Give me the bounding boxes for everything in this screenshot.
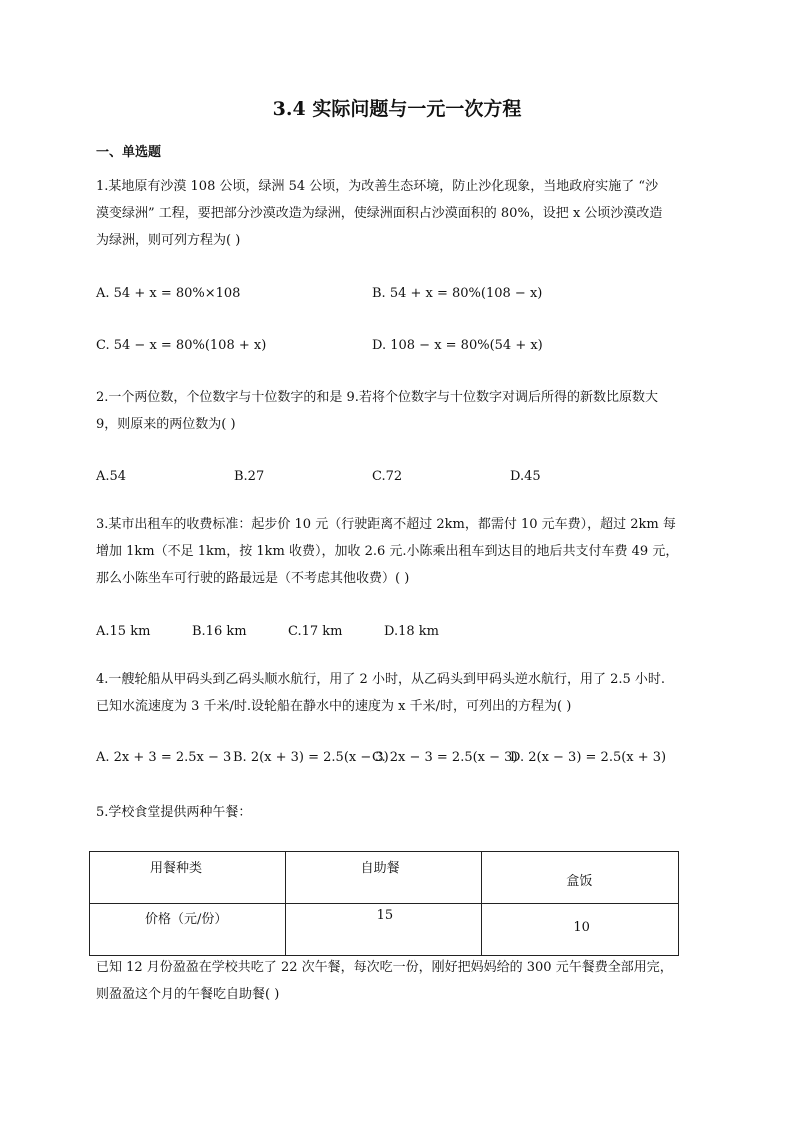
table-cell: [482, 852, 679, 904]
q1-option-c: C. 54 − x = 80%(108 + x): [96, 338, 267, 353]
table-price-boxed-meal: 10: [573, 920, 590, 935]
q2-option-a: A.54: [96, 469, 127, 484]
section-heading: 一、单选题: [96, 145, 162, 160]
q4-option-b: B. 2(x + 3) = 2.5(x − 3): [233, 750, 389, 765]
table-cell: [482, 904, 679, 956]
q5-line-3: 则盈盈这个月的午餐吃自助餐( ): [96, 987, 280, 1002]
q3-option-b: B.16 km: [192, 624, 247, 639]
q1-line-3: 为绿洲，则可列方程为( ): [96, 233, 241, 248]
q2-option-b: B.27: [234, 469, 265, 484]
q3-option-a: A.15 km: [96, 624, 151, 639]
table-cell: [90, 904, 286, 956]
table-price-label: 价格（元/份）: [145, 912, 228, 927]
table-cell: [285, 852, 482, 904]
meal-price-table: [89, 851, 679, 956]
q4-option-a: A. 2x + 3 = 2.5x − 3: [96, 750, 232, 765]
table-header-type: 用餐种类: [150, 861, 203, 876]
q1-line-1: 1.某地原有沙漠 108 公顷，绿洲 54 公顷，为改善生态环境，防止沙化现象，当地政府实施了 “沙: [96, 179, 659, 194]
table-row: [90, 904, 679, 956]
table-price-buffet: 15: [376, 908, 394, 923]
q3-line-2: 增加 1km（不足 1km，按 1km 收费），加收 2.6 元.小陈乘出租车到达目的地后共支付车费 49 元，: [96, 544, 679, 559]
table-row: [90, 852, 679, 904]
table-cell: [90, 852, 286, 904]
q1-option-d: D. 108 − x = 80%(54 + x): [372, 338, 543, 353]
table-header-buffet: 自助餐: [360, 861, 400, 876]
page-title: 3.4 实际问题与一元一次方程: [272, 98, 522, 120]
q1-line-2: 漠变绿洲” 工程，要把部分沙漠改造为绿洲，使绿洲面积占沙漠面积的 80%，设把 x 公顷沙漠改造: [96, 206, 663, 221]
q1-option-b: B. 54 + x = 80%(108 − x): [372, 286, 543, 301]
table-header-boxed-meal: 盒饭: [566, 874, 593, 889]
q2-option-c: C.72: [372, 469, 403, 484]
q3-option-d: D.18 km: [384, 624, 439, 639]
q3-line-1: 3.某市出租车的收费标准：起步价 10 元（行驶距离不超过 2km，都需付 10 元车费），超过 2km 每: [96, 517, 676, 532]
q1-option-a: A. 54 + x = 80%×108: [96, 286, 241, 301]
q3-option-c: C.17 km: [288, 624, 343, 639]
q2-option-d: D.45: [510, 469, 541, 484]
q4-line-1: 4.一艘轮船从甲码头到乙码头顺水航行，用了 2 小时，从乙码头到甲码头逆水航行，用了 2.5 小时.: [96, 672, 666, 687]
q3-line-3: 那么小陈坐车可行驶的路最远是（不考虑其他收费）( ): [96, 571, 410, 586]
q4-line-2: 已知水流速度为 3 千米/时.设轮船在静水中的速度为 x 千米/时，可列出的方程为( ): [96, 699, 572, 714]
table-cell: [285, 904, 482, 956]
q2-line-2: 9，则原来的两位数为( ): [96, 417, 236, 432]
q5-line-1: 5.学校食堂提供两种午餐：: [96, 805, 252, 820]
q4-option-d: D. 2(x − 3) = 2.5(x + 3): [510, 750, 667, 765]
q5-line-2: 已知 12 月份盈盈在学校共吃了 22 次午餐，每次吃一份，刚好把妈妈给的 300 元午餐费全部用完，: [96, 960, 673, 975]
q4-option-c: C. 2x − 3 = 2.5(x − 3): [372, 750, 518, 765]
q2-line-1: 2.一个两位数，个位数字与十位数字的和是 9.若将个位数字与十位数字对调后所得的新数比原数大: [96, 390, 658, 405]
